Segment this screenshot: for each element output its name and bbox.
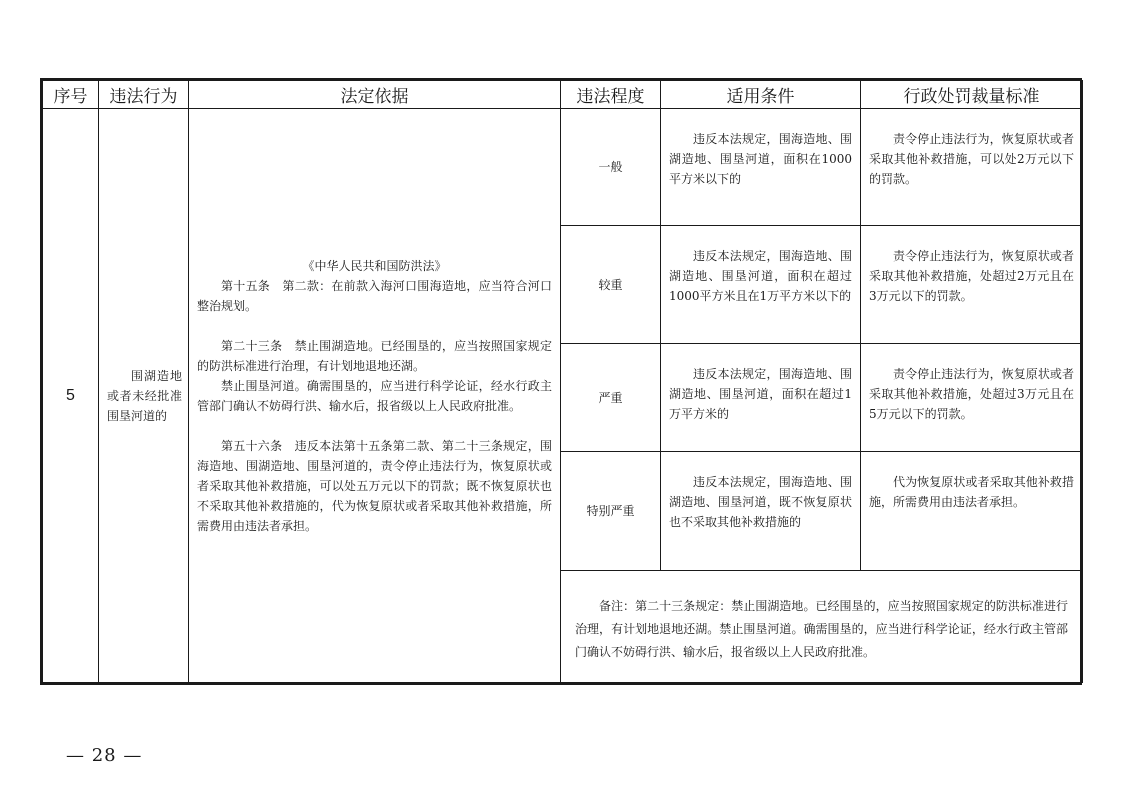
table-row bbox=[43, 109, 1083, 226]
header-num: 序号 bbox=[43, 81, 99, 109]
law-title: 《中华人民共和国防洪法》 bbox=[302, 258, 447, 273]
table-note: 备注：第二十三条规定：禁止围湖造地。已经围垦的，应当按照国家规定的防洪标准进行治理，有计划地退地还湖。禁止围垦河道。确需围垦的，应当进行科学论证，经水行政主管部门确认不妨碍行洪、输水后，报省级以上人民政府批准。 bbox=[561, 571, 1083, 683]
penalty-serious: 责令停止违法行为，恢复原状或者采取其他补救措施，处超过2万元且在3万元以下的罚款。 bbox=[861, 226, 1083, 344]
header-condition: 适用条件 bbox=[661, 81, 861, 109]
header-penalty: 行政处罚裁量标准 bbox=[861, 81, 1083, 109]
condition-severe: 违反本法规定，围海造地、围湖造地、围垦河道，面积在超过1万平方米的 bbox=[661, 344, 861, 452]
penalty-extreme: 代为恢复原状或者采取其他补救措施，所需费用由违法者承担。 bbox=[861, 452, 1083, 571]
basis-article-15: 第十五条 第二款：在前款入海河口围海造地，应当符合河口整治规划。 bbox=[197, 278, 552, 313]
condition-extreme: 违反本法规定，围海造地、围湖造地、围垦河道，既不恢复原状也不采取其他补救措施的 bbox=[661, 452, 861, 571]
penalty-discretion-table bbox=[42, 80, 1083, 683]
header-act: 违法行为 bbox=[99, 81, 189, 109]
violation-act: 围湖造地或者未经批准围垦河道的 bbox=[99, 109, 189, 683]
penalty-severe: 责令停止违法行为，恢复原状或者采取其他补救措施，处超过3万元且在5万元以下的罚款。 bbox=[861, 344, 1083, 452]
basis-article-23: 第二十三条 禁止围湖造地。已经围垦的，应当按照国家规定的防洪标准进行治理，有计划地退地还湖。 bbox=[197, 338, 552, 373]
condition-general: 违反本法规定，围海造地、围湖造地、围垦河道，面积在1000平方米以下的 bbox=[661, 109, 861, 226]
degree-extreme: 特别严重 bbox=[561, 452, 661, 571]
degree-general: 一般 bbox=[561, 109, 661, 226]
penalty-table-frame bbox=[40, 78, 1082, 685]
header-basis: 法定依据 bbox=[189, 81, 561, 109]
row-number: 5 bbox=[43, 109, 99, 683]
penalty-general: 责令停止违法行为，恢复原状或者采取其他补救措施，可以处2万元以下的罚款。 bbox=[861, 109, 1083, 226]
header-degree: 违法程度 bbox=[561, 81, 661, 109]
condition-serious: 违反本法规定，围海造地、围湖造地、围垦河道，面积在超过1000平方米且在1万平方米以下的 bbox=[661, 226, 861, 344]
legal-basis bbox=[189, 109, 561, 683]
page-number: — 28 — bbox=[66, 745, 143, 766]
basis-article-23-reclaim: 禁止围垦河道。确需围垦的，应当进行科学论证，经水行政主管部门确认不妨碍行洪、输水后，报省级以上人民政府批准。 bbox=[197, 378, 552, 413]
degree-severe: 严重 bbox=[561, 344, 661, 452]
table-header-row bbox=[43, 81, 1083, 109]
degree-serious: 较重 bbox=[561, 226, 661, 344]
basis-article-56: 第五十六条 违反本法第十五条第二款、第二十三条规定，围海造地、围湖造地、围垦河道的，责令停止违法行为，恢复原状或者采取其他补救措施，可以处五万元以下的罚款；既不恢复原状也不采取其他补救措施的，代为恢复原状或者采取其他补救措施，所需费用由违法者承担。 bbox=[197, 438, 552, 533]
